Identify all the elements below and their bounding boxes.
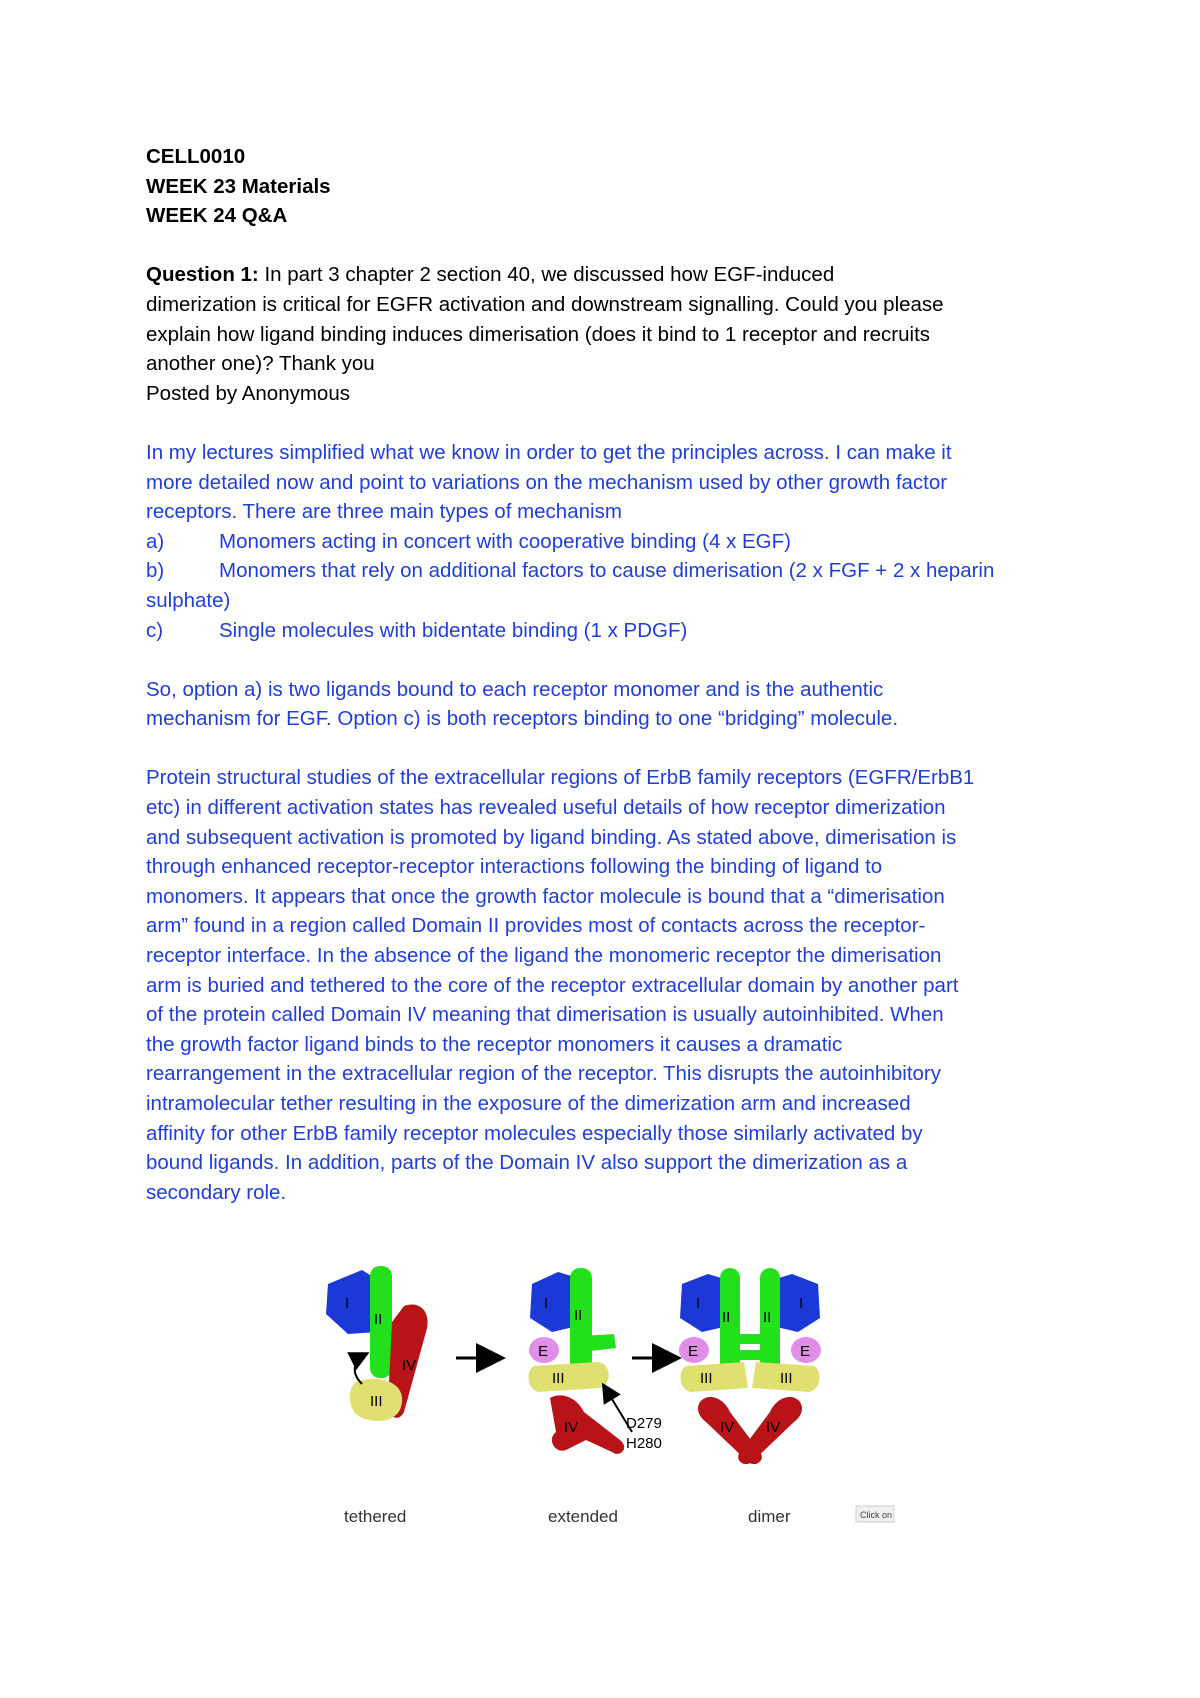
tethered-conformation-arrow (355, 1354, 366, 1384)
structural-line: the growth factor ligand binds to the receptor monomers it causes a dramatic (146, 1032, 843, 1056)
extended-label-E: E (538, 1343, 549, 1360)
dimer-right-label-I: I (799, 1295, 804, 1312)
mechanism-item-c: c) Single molecules with bidentate binding (1 x PDGF) (146, 618, 688, 642)
dimer-receptor (679, 1268, 821, 1464)
qa-heading: WEEK 24 Q&A (146, 204, 288, 228)
dimer-right-label-III: III (780, 1370, 793, 1387)
caption-extended: extended (548, 1507, 618, 1526)
question-line-4: another one)? Thank you (146, 352, 375, 376)
posted-by: Posted by Anonymous (146, 381, 350, 405)
answer-intro-line: more detailed now and point to variations on the mechanism used by other growth factor (146, 470, 948, 494)
document-text (146, 142, 1076, 1207)
tethered-label-IV: IV (402, 1357, 417, 1374)
answer (146, 438, 1076, 1207)
dimer-right-label-IV: IV (766, 1419, 781, 1436)
question-label: Question 1: (146, 263, 259, 287)
extended-receptor (528, 1268, 661, 1454)
question-line-2: dimerization is critical for EGFR activation and downstream signalling. Could you please (146, 292, 944, 316)
extended-domain-III (528, 1362, 608, 1392)
answer-intro-line: In my lectures simplified what we know in order to get the principles across. I can make it (146, 440, 952, 464)
mechanism-item-b: b) Monomers that rely on additional factors to cause dimerisation (2 x FGF + 2 x heparin (146, 559, 995, 583)
tethered-label-II: II (374, 1311, 383, 1328)
structural-line: monomers. It appears that once the growth factor molecule is bound that a “dimerisation (146, 884, 945, 908)
structural-line: Protein structural studies of the extracellular regions of ErbB family receptors (EGFR/ErbB1 (146, 766, 975, 790)
dimer-left-label-E: E (688, 1343, 699, 1360)
extended-domain-IV (550, 1395, 624, 1453)
tethered-receptor (326, 1266, 428, 1421)
dimer-left-label-I: I (696, 1295, 701, 1312)
mechanism-item-a: a) Monomers acting in concert with cooperative binding (4 x EGF) (146, 529, 791, 553)
structural-line: of the protein called Domain IV meaning that dimerisation is usually autoinhibited. When (146, 1003, 944, 1027)
tethered-label-I: I (345, 1295, 350, 1312)
structural-line: receptor interface. In the absence of the ligand the monomeric receptor the dimerisation (146, 944, 942, 968)
summary-line: So, option a) is two ligands bound to each receptor monomer and is the authentic (146, 677, 884, 701)
question-line-3: explain how ligand binding induces dimerisation (does it bind to 1 receptor and recruits (146, 322, 931, 346)
click-tag-text: Click on (860, 1510, 893, 1520)
extended-label-III: III (552, 1370, 565, 1387)
structural-line: secondary role. (146, 1180, 287, 1204)
extended-label-I: I (544, 1295, 549, 1312)
materials-heading: WEEK 23 Materials (146, 174, 331, 198)
extended-dimerisation-arm (582, 1334, 616, 1352)
residue-label-D279: D279 (626, 1415, 662, 1432)
structural-line: arm is buried and tethered to the core of the receptor extracellular domain by another part (146, 973, 959, 997)
answer-intro-line: receptors. There are three main types of mechanism (146, 500, 622, 524)
dimer-right-label-E: E (800, 1343, 811, 1360)
extended-label-II: II (574, 1307, 583, 1324)
structural-line: through enhanced receptor-receptor interactions following the binding of ligand to (146, 855, 883, 879)
dimer-right-label-II: II (763, 1309, 772, 1326)
structural-line: intramolecular tether resulting in the exposure of the dimerization arm and increased (146, 1092, 911, 1115)
dimer-arm-contact (736, 1350, 764, 1360)
egfr-dimerization-figure (320, 1262, 920, 1542)
dimer-left-label-II: II (722, 1309, 731, 1326)
caption-dimer: dimer (748, 1507, 791, 1526)
dimer-left-label-III: III (700, 1370, 713, 1387)
structural-line: bound ligands. In addition, parts of the Domain IV also support the dimerization as a (146, 1151, 908, 1175)
structural-line: etc) in different activation states has revealed useful details of how receptor dimerization (146, 796, 946, 820)
dimer-left-domain-III (680, 1362, 748, 1392)
extended-label-IV: IV (564, 1419, 579, 1436)
dimer-left-label-IV: IV (720, 1419, 735, 1436)
dimer-arm-contact (736, 1334, 764, 1344)
caption-tethered: tethered (344, 1507, 407, 1526)
structural-line: rearrangement in the extracellular region of the receptor. This disrupts the autoinhibitory (146, 1062, 942, 1086)
summary-line: mechanism for EGF. Option c) is both receptors binding to one “bridging” molecule. (146, 707, 899, 731)
tethered-label-III: III (370, 1393, 383, 1410)
structural-line: arm” found in a region called Domain II provides most of contacts across the receptor- (146, 914, 926, 938)
mechanism-item-b-cont: sulphate) (146, 588, 231, 612)
residue-label-H280: H280 (626, 1435, 662, 1452)
question-line-1: Question 1: In part 3 chapter 2 section 40, we discussed how EGF-induced (146, 263, 835, 287)
structural-line: and subsequent activation is promoted by ligand binding. As stated above, dimerisation is (146, 825, 957, 849)
structural-line: affinity for other ErbB family receptor molecules especially those similarly activated by (146, 1121, 923, 1145)
course-code: CELL0010 (146, 145, 246, 168)
